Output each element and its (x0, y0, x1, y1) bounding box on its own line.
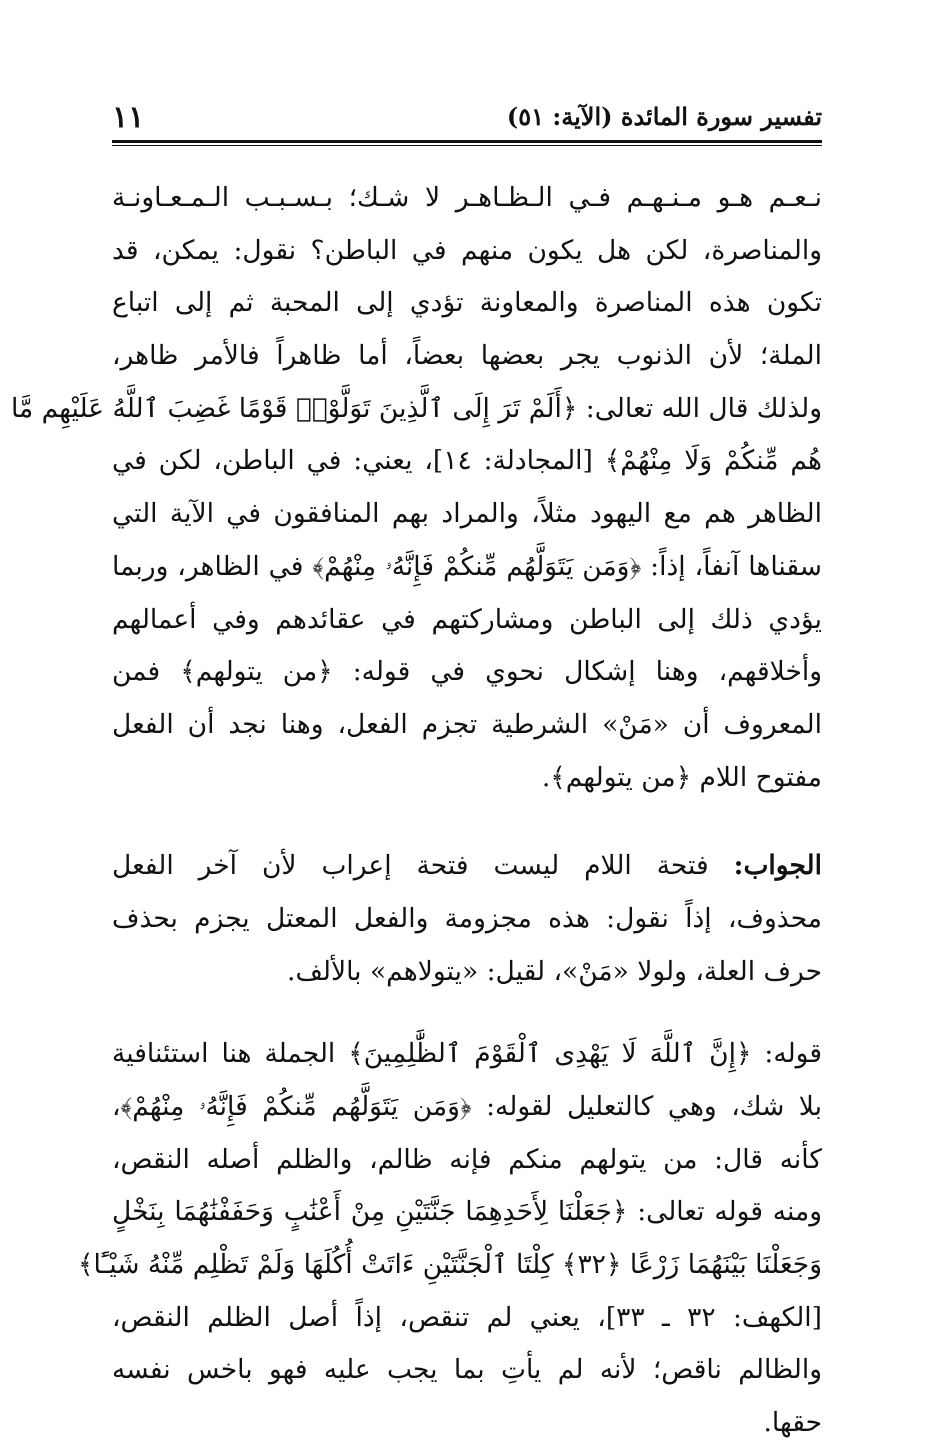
text-line: [الكهف: ٣٢ ـ ٣٣]، يعني لم تنقص، إذاً أصل الظلم النقص، (112, 1301, 822, 1333)
text-line: بلا شك، وهي كالتعليل لقوله: ﴿وَمَن يَتَوَلَّهُم مِّنكُمْ فَإِنَّهُۥ مِنْهُمْ﴾، (112, 1091, 822, 1122)
text-line: وأخلاقهم، وهنا إشكال نحوي في قوله: ﴿من يتولهم﴾ فمن (112, 656, 822, 688)
text-line: حرف العلة، ولولا «مَنْ»، لقيل: «يتولاهم» بالألف. (287, 955, 822, 987)
page-number: ١١ (112, 100, 145, 135)
answer-lead: الجواب: (733, 850, 822, 882)
text-line: والمناصرة، لكن هل يكون منهم في الباطن؟ نقول: يمكن، قد (112, 234, 822, 266)
text-line: مفتوح اللام ﴿من يتولهم﴾. (541, 761, 822, 793)
text-line: ولذلك قال الله تعالى: ﴿أَلَمْ تَرَ إِلَى ٱلَّذِينَ تَوَلَّوْا۟ قَوْمًا غَضِبَ ٱللَّهُ عَلَيْهِم مَّا (10, 392, 822, 424)
text-line: وَجَعَلْنَا بَيْنَهُمَا زَرْعًا ﴿٣٢﴾ كِلْتَا ٱلْجَنَّتَيْنِ ءَاتَتْ أُكُلَهَا وَلَمْ تَظْلِم مِّنْهُ شَيْـًٔا﴾ (77, 1249, 822, 1281)
text-line: والظالم ناقص؛ لأنه لم يأتِ بما يجب عليه فهو باخس نفسه (112, 1354, 822, 1386)
text-line: محذوف، إذاً نقول: هذه مجزومة والفعل المعتل يجزم بحذف (112, 902, 822, 934)
text-line: تكون هذه المناصرة والمعاونة تؤدي إلى المحبة ثم إلى اتباع (112, 287, 822, 319)
paragraph-1 (10, 172, 822, 804)
paragraph-gap (112, 804, 822, 840)
paragraph-gap (112, 998, 822, 1028)
text-line: سقناها آنفاً، إذاً: ﴿وَمَن يَتَوَلَّهُم مِّنكُمْ فَإِنَّهُۥ مِنْهُمْ﴾ في الظاهر، وربما (112, 550, 822, 582)
text-line: يؤدي ذلك إلى الباطن ومشاركتهم في عقائدهم وفي أعمالهم (112, 603, 822, 635)
text-line: ومنه قوله تعالى: ﴿جَعَلْنَا لِأَحَدِهِمَا جَنَّتَيْنِ مِنْ أَعْنَٰبٍ وَحَفَفْنَٰهُمَا بِنَخْلٍ (112, 1196, 822, 1228)
text-line (112, 840, 822, 893)
text-line: قوله: ﴿إِنَّ ٱللَّهَ لَا يَهْدِى ٱلْقَوْمَ ٱلظَّٰلِمِينَ﴾ الجملة هنا استئنافية (112, 1038, 822, 1070)
paragraph-3 (77, 1028, 822, 1450)
text-line-rest: فتحة اللام ليست فتحة إعراب لأن آخر الفعل (112, 850, 709, 882)
header-rule-thin (112, 145, 822, 146)
header-rule-thick (112, 140, 822, 143)
text-line: المعروف أن «مَنْ» الشرطية تجزم الفعل، وهنا نجد أن الفعل (112, 708, 822, 740)
text-line: حقها. (763, 1407, 822, 1439)
running-title: تفسير سورة المائدة (الآية: ٥١) (506, 102, 822, 131)
page-header (112, 100, 822, 136)
text-line: الملة؛ لأن الذنوب يجر بعضها بعضاً، أما ظاهراً فالأمر ظاهر، (112, 340, 822, 372)
body-text (10, 172, 822, 1450)
text-line: كأنه قال: من يتولهم منكم فإنه ظالم، والظلم أصله النقص، (112, 1143, 822, 1175)
text-line: هُم مِّنكُمْ وَلَا مِنْهُمْ﴾ [المجادلة: ١٤]، يعني: في الباطن، لكن في (112, 445, 822, 477)
paragraph-2 (112, 840, 822, 998)
text-line: الظاهر هم مع اليهود مثلاً، والمراد بهم المنافقون في الآية التي (112, 498, 822, 530)
text-line: نـعـم هـو مـنـهـم فـي الـظـاهـر لا شـك؛ بـسـبـب الـمـعـاونـة (112, 182, 822, 213)
